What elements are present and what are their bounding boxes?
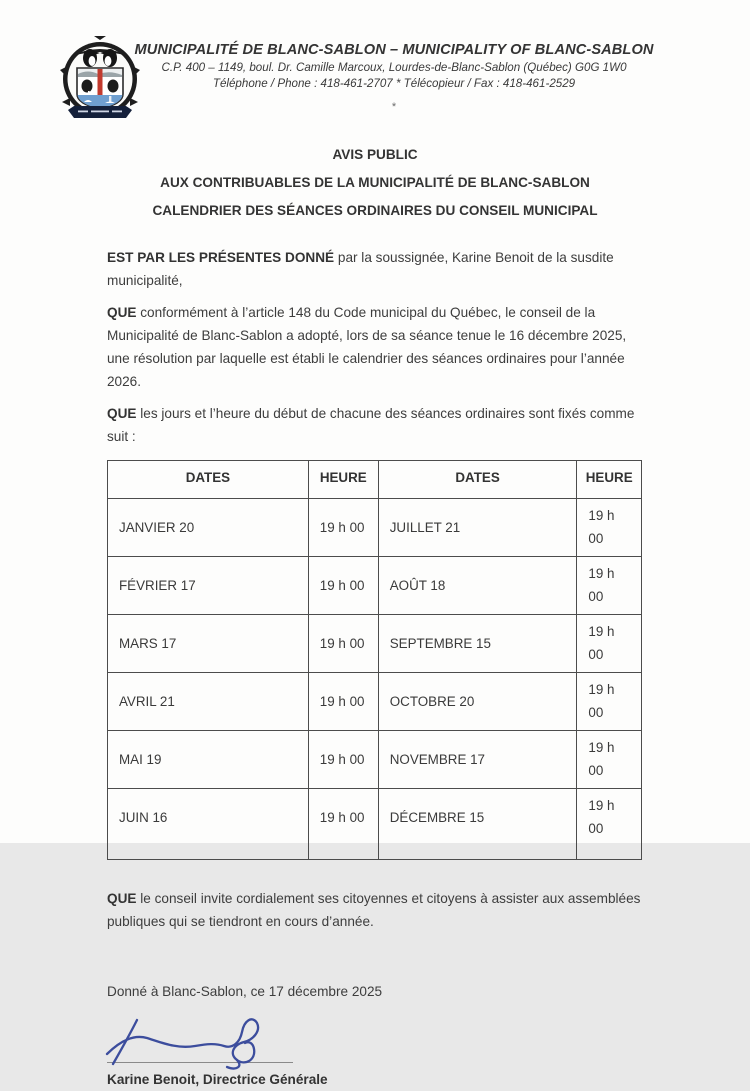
column-header-dates-2: DATES: [378, 461, 577, 499]
table-row: [108, 499, 642, 557]
cell-heure: 19 h 00: [308, 615, 378, 673]
cell-date: AVRIL 21: [108, 673, 309, 731]
cell-heure: 19 h 00: [577, 673, 642, 731]
paragraph-lead: QUE: [107, 406, 137, 421]
document-body: [107, 246, 642, 1091]
signatory-name: Karine Benoit, Directrice Générale: [107, 1072, 328, 1087]
shield-icon: [77, 68, 123, 109]
address-line: C.P. 400 – 1149, boul. Dr. Camille Marcoux, Lourdes-de-Blanc-Sablon (Québec) G0G 1W0: [161, 61, 627, 74]
cell-heure: 19 h 00: [577, 557, 642, 615]
asterisk-mark: *: [391, 101, 397, 113]
paragraph-lead: QUE: [107, 891, 137, 906]
paragraph-lead: EST PAR LES PRÉSENTES DONNÉ: [107, 250, 335, 265]
paragraph-resolution: [107, 301, 642, 393]
cell-heure: 19 h 00: [577, 499, 642, 557]
municipal-coat-of-arms-logo: [60, 36, 140, 128]
paragraph-text: par la soussignée, Karine Benoit de la susdite municipalité,: [107, 250, 614, 288]
notice-subtitle-contribuables: AUX CONTRIBUABLES DE LA MUNICIPALITÉ DE BLANC-SABLON: [160, 175, 590, 190]
column-header-dates-1: DATES: [108, 461, 309, 499]
paragraph-horaire: [107, 402, 642, 448]
notice-subtitle-calendrier: CALENDRIER DES SÉANCES ORDINAIRES DU CONSEIL MUNICIPAL: [152, 203, 598, 218]
cell-date: OCTOBRE 20: [378, 673, 577, 731]
paragraph-invitation: [107, 887, 642, 933]
table-row: [108, 731, 642, 789]
phone-fax-line: Téléphone / Phone : 418-461-2707 * Télécopieur / Fax : 418-461-2529: [212, 77, 576, 90]
cell-date: DÉCEMBRE 15: [378, 789, 577, 860]
table-row: [108, 789, 642, 860]
cell-heure: 19 h 00: [308, 731, 378, 789]
cell-date: JUIN 16: [108, 789, 309, 860]
seances-schedule-table: [107, 460, 642, 860]
banner-ribbon-icon: [68, 106, 132, 118]
organization-title: MUNICIPALITÉ DE BLANC-SABLON – MUNICIPALITY OF BLANC-SABLON: [134, 42, 654, 58]
cell-date: JUILLET 21: [378, 499, 577, 557]
cell-date: NOVEMBRE 17: [378, 731, 577, 789]
cell-heure: 19 h 00: [308, 499, 378, 557]
dateline: Donné à Blanc-Sablon, ce 17 décembre 2025: [107, 984, 383, 999]
letterhead-text: [38, 42, 750, 113]
table-row: [108, 673, 642, 731]
table-row: [108, 557, 642, 615]
paragraph-text: les jours et l’heure du début de chacune des séances ordinaires sont fixés comme suit :: [107, 406, 635, 444]
cell-heure: 19 h 00: [308, 789, 378, 860]
cell-heure: 19 h 00: [308, 673, 378, 731]
signature-line: [107, 1062, 293, 1063]
notice-titles: [0, 147, 750, 219]
column-header-heure-2: HEURE: [577, 461, 642, 499]
paragraph-text: le conseil invite cordialement ses citoyennes et citoyens à assister aux assemblées publiques qui se tiendront en cours d’année.: [107, 891, 641, 929]
handwritten-signature-icon: [103, 1012, 303, 1074]
letterhead: [0, 0, 750, 113]
column-header-heure-1: HEURE: [308, 461, 378, 499]
signature-block: [107, 1012, 642, 1091]
notice-title: AVIS PUBLIC: [332, 147, 418, 162]
cell-heure: 19 h 00: [577, 731, 642, 789]
cell-heure: 19 h 00: [577, 615, 642, 673]
paragraph-donne: [107, 246, 642, 292]
coat-of-arms-icon: [60, 36, 140, 128]
cell-date: MARS 17: [108, 615, 309, 673]
cell-heure: 19 h 00: [577, 789, 642, 860]
cell-date: SEPTEMBRE 15: [378, 615, 577, 673]
paragraph-lead: QUE: [107, 305, 137, 320]
cell-heure: 19 h 00: [308, 557, 378, 615]
cell-date: AOÛT 18: [378, 557, 577, 615]
cell-date: MAI 19: [108, 731, 309, 789]
table-header-row: [108, 461, 642, 499]
table-row: [108, 615, 642, 673]
paragraph-text: conformément à l’article 148 du Code municipal du Québec, le conseil de la Municipalité de Blanc-Sablon a adopté, lors de sa séance tenue le 16 décembre 2025, une résolution par laquelle est établi le calendrier des séances ordinaires pour l’année 2026.: [107, 305, 627, 389]
cell-date: FÉVRIER 17: [108, 557, 309, 615]
cell-date: JANVIER 20: [108, 499, 309, 557]
